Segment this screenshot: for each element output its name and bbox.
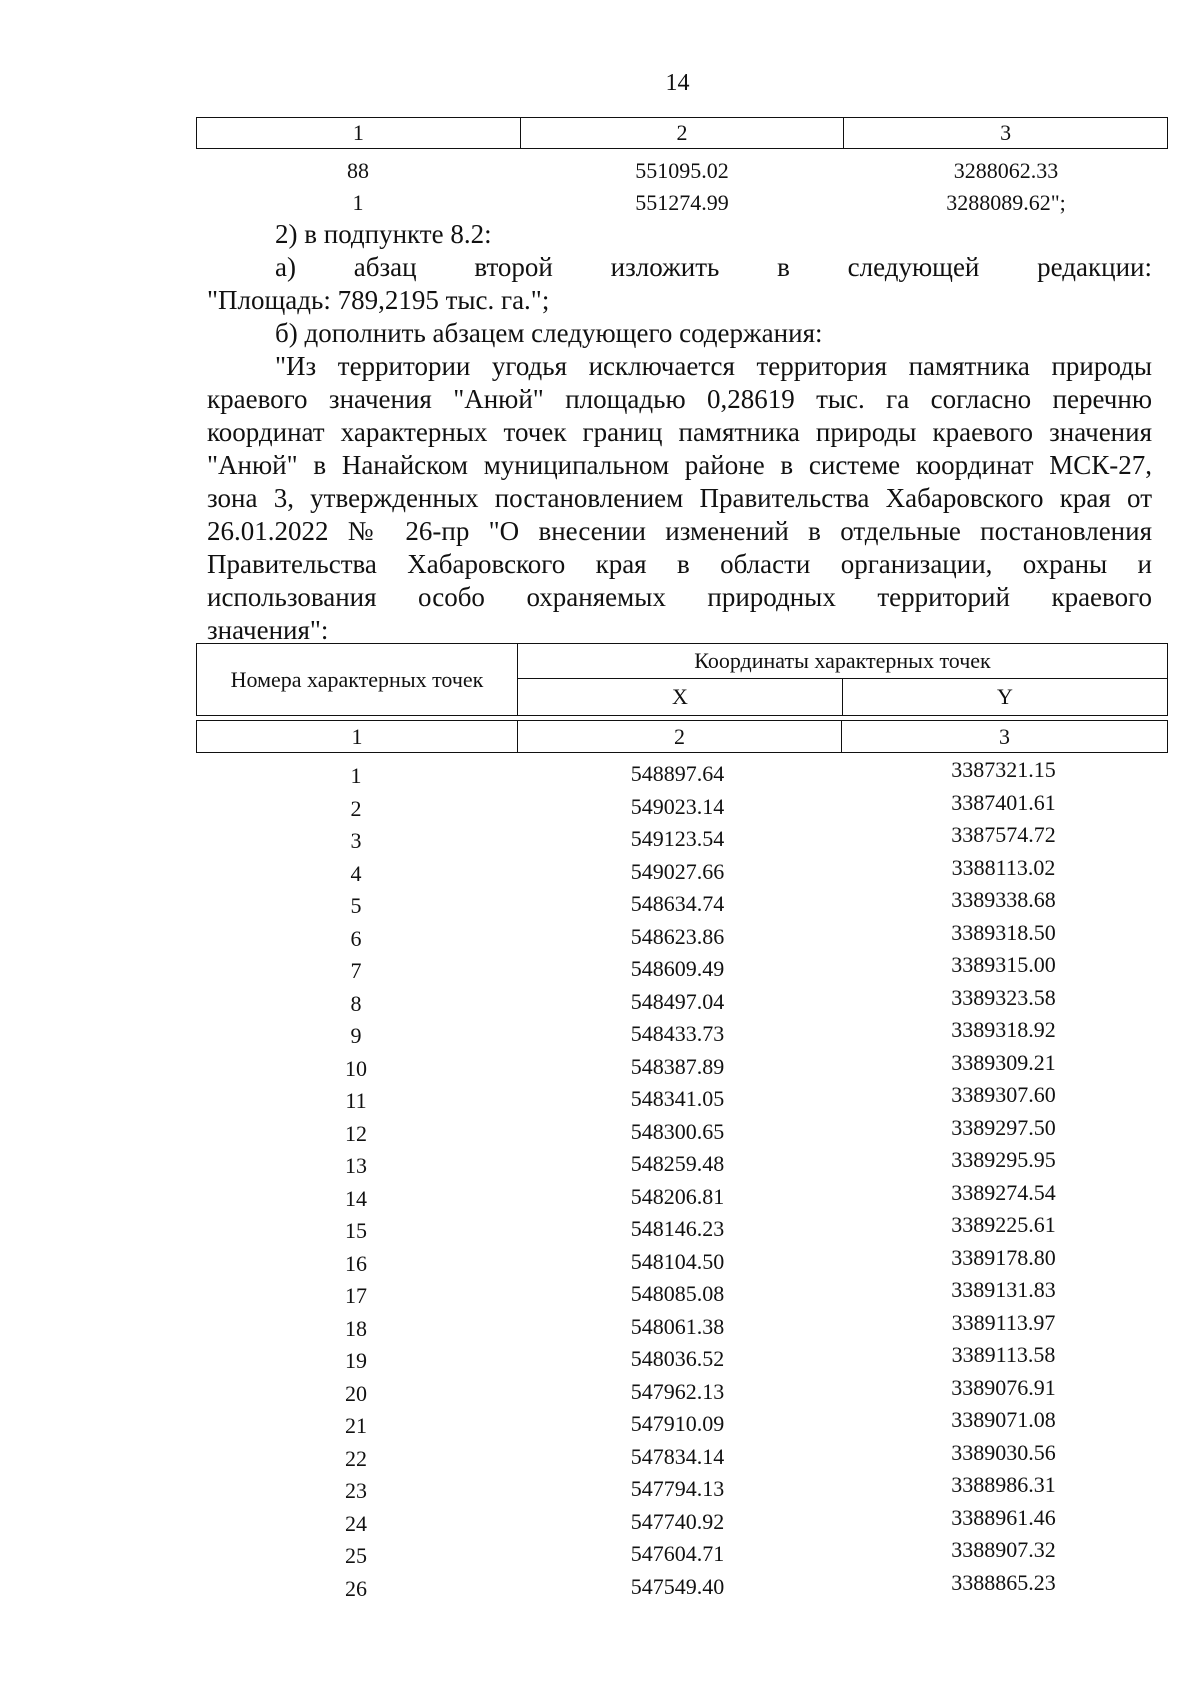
point-number: 21 [345, 1413, 367, 1438]
quote-line: зона 3, утвержденных постановлением Правительства Хабаровского края от [207, 483, 1152, 513]
point-number: 2 [350, 795, 362, 821]
paragraph: 2) в подпункте 8.2: [275, 219, 492, 249]
point-number: 9 [350, 1023, 362, 1048]
table-row [196, 790, 1168, 823]
table-row [196, 1050, 1168, 1083]
point-number: 16 [345, 1250, 367, 1276]
coord-y: 3389338.68 [951, 887, 1056, 912]
page-number: 14 [665, 70, 690, 96]
table-row [196, 190, 1168, 216]
quote-line: использования особо охраняемых природных территорий краевого [207, 582, 1152, 612]
point-number: 23 [345, 1478, 367, 1503]
coord-x: 547604.71 [630, 1541, 725, 1566]
coord-y: 3389113.97 [951, 1309, 1056, 1335]
point-number: 25 [345, 1543, 367, 1568]
point-number: 11 [345, 1088, 367, 1113]
table-row [196, 1017, 1168, 1050]
table-row [196, 920, 1168, 953]
coord-y: 3389076.91 [951, 1374, 1056, 1400]
table-row [196, 1082, 1168, 1115]
table-row [196, 1375, 1168, 1408]
coord-y: 3388986.31 [951, 1472, 1056, 1497]
coord-x: 548897.64 [630, 761, 725, 786]
table-row [196, 1180, 1168, 1213]
point-number: 4 [350, 860, 362, 886]
table-row [196, 855, 1168, 888]
table-row [196, 158, 1168, 184]
table-row [196, 822, 1168, 855]
column-number: 3 [843, 118, 1167, 148]
point-number: 18 [345, 1315, 367, 1341]
coord-x: 547834.14 [630, 1443, 725, 1469]
coord-y: 3389030.56 [951, 1439, 1056, 1465]
coord-y: 3389274.54 [951, 1179, 1056, 1205]
coordinates-table [196, 643, 1168, 1602]
point-number: 7 [350, 958, 362, 983]
coord-x: 548623.86 [630, 923, 725, 949]
paragraph: "Площадь: 789,2195 тыс. га."; [207, 285, 550, 315]
table-row [196, 1147, 1168, 1180]
coord-x: 548085.08 [630, 1281, 725, 1306]
coord-x: 548061.38 [630, 1313, 725, 1339]
point-number: 17 [345, 1283, 367, 1308]
coord-y: 3387321.15 [951, 757, 1056, 782]
point-number: 15 [345, 1218, 367, 1243]
coord-x: 549027.66 [630, 858, 725, 884]
coord-x: 549023.14 [630, 793, 725, 819]
table-row [196, 1472, 1168, 1505]
coord-x: 547549.40 [630, 1573, 725, 1599]
point-number: 10 [345, 1055, 367, 1081]
table-cell: 551095.02 [635, 158, 729, 183]
column-number: 1 [197, 721, 518, 752]
coord-x: 548433.73 [630, 1021, 725, 1046]
coord-y: 3389178.80 [951, 1244, 1056, 1270]
point-number: 14 [345, 1185, 367, 1211]
point-number: 8 [350, 990, 362, 1016]
coord-y: 3389225.61 [951, 1212, 1056, 1237]
point-number: 20 [345, 1380, 367, 1406]
point-number: 13 [345, 1153, 367, 1178]
column-number: 2 [518, 721, 842, 752]
quote-line: краевого значения "Анюй" площадью 0,28619 тыс. га согласно перечню [207, 384, 1152, 414]
coord-y: 3388113.02 [951, 854, 1056, 880]
paragraph: а) абзац второй изложить в следующей редакции: [275, 252, 1152, 282]
point-number: 1 [350, 763, 362, 788]
coord-y: 3389131.83 [951, 1277, 1056, 1302]
coordinates-table-header [196, 643, 1168, 716]
coord-x: 548387.89 [630, 1053, 725, 1079]
quote-line: "Из территории угодья исключается территория памятника природы [275, 351, 1152, 381]
table-row [196, 1277, 1168, 1310]
coord-x: 547794.13 [630, 1476, 725, 1501]
point-number: 26 [345, 1575, 367, 1601]
coord-y: 3387574.72 [951, 822, 1056, 847]
table-row [196, 1505, 1168, 1538]
table-row [196, 1310, 1168, 1343]
table-row [196, 1342, 1168, 1375]
quote-line: Правительства Хабаровского края в области организации, охраны и [207, 549, 1152, 579]
table-row [196, 1245, 1168, 1278]
coord-y: 3389071.08 [951, 1407, 1056, 1432]
coord-x: 547962.13 [630, 1378, 725, 1404]
coord-y: 3389113.58 [951, 1342, 1056, 1367]
coord-y: 3388907.32 [951, 1537, 1056, 1562]
coord-x: 547910.09 [630, 1411, 725, 1436]
table-cell: 1 [352, 190, 364, 215]
column-number: 2 [520, 118, 844, 148]
point-number: 12 [345, 1120, 367, 1146]
coord-y: 3389309.21 [951, 1049, 1056, 1075]
table-cell: 3288062.33 [953, 158, 1059, 183]
coord-y: 3389323.58 [951, 984, 1056, 1010]
header-x: X [672, 684, 688, 709]
coord-y: 3389318.50 [951, 919, 1056, 945]
quote-line: 26.01.2022 № 26-пр "О внесении изменений в отдельные постановления [207, 516, 1152, 546]
table-cell: 3288089.62"; [946, 190, 1066, 215]
coord-y: 3389307.60 [951, 1082, 1056, 1107]
table-cell: 551274.99 [635, 190, 729, 215]
coord-y: 3389318.92 [951, 1017, 1056, 1042]
document-body [207, 218, 1152, 647]
quote-line: значения": [207, 615, 329, 645]
column-numbers-row [196, 720, 1168, 753]
quote-line: "Анюй" в Нанайском муниципальном районе в системе координат МСК-27, [207, 450, 1152, 480]
coord-x: 548206.81 [630, 1183, 725, 1209]
column-number: 3 [999, 724, 1010, 749]
coord-y: 3388865.23 [951, 1569, 1056, 1595]
table-row [196, 1440, 1168, 1473]
column-number: 1 [352, 120, 364, 145]
coord-x: 548341.05 [630, 1086, 725, 1111]
coord-x: 549123.54 [630, 826, 725, 851]
table-row [196, 1537, 1168, 1570]
table-row [196, 1407, 1168, 1440]
table-row [196, 1212, 1168, 1245]
header-points: Номера характерных точек [197, 644, 518, 715]
coord-y: 3389295.95 [951, 1147, 1056, 1172]
coord-x: 548104.50 [630, 1248, 725, 1274]
coord-y: 3387401.61 [951, 789, 1056, 815]
point-number: 19 [345, 1348, 367, 1373]
header-coords: Координаты характерных точек [518, 644, 1167, 679]
coord-x: 548300.65 [630, 1118, 725, 1144]
coord-x: 548259.48 [630, 1151, 725, 1176]
table-row [196, 757, 1168, 790]
coordinates-rows [196, 757, 1168, 1602]
coord-x: 548609.49 [630, 956, 725, 981]
table-row [196, 985, 1168, 1018]
continued-table-header [196, 117, 1168, 149]
coord-x: 548146.23 [630, 1216, 725, 1241]
coord-x: 548497.04 [630, 988, 725, 1014]
point-number: 6 [350, 925, 362, 951]
coord-y: 3388961.46 [951, 1504, 1056, 1530]
point-number: 24 [345, 1510, 367, 1536]
coord-x: 547740.92 [630, 1508, 725, 1534]
table-row [196, 952, 1168, 985]
table-cell: 88 [347, 158, 369, 183]
coord-x: 548036.52 [630, 1346, 725, 1371]
coord-y: 3389315.00 [951, 952, 1056, 977]
point-number: 3 [350, 828, 362, 853]
paragraph: б) дополнить абзацем следующего содержания: [275, 318, 823, 348]
header-y: Y [842, 679, 1167, 715]
coord-y: 3389297.50 [951, 1114, 1056, 1140]
table-row [196, 1115, 1168, 1148]
coord-x: 548634.74 [630, 891, 725, 916]
table-row [196, 887, 1168, 920]
point-number: 22 [345, 1445, 367, 1471]
quote-line: координат характерных точек границ памятника природы краевого значения [207, 417, 1152, 447]
point-number: 5 [350, 893, 362, 918]
table-row [196, 1570, 1168, 1603]
